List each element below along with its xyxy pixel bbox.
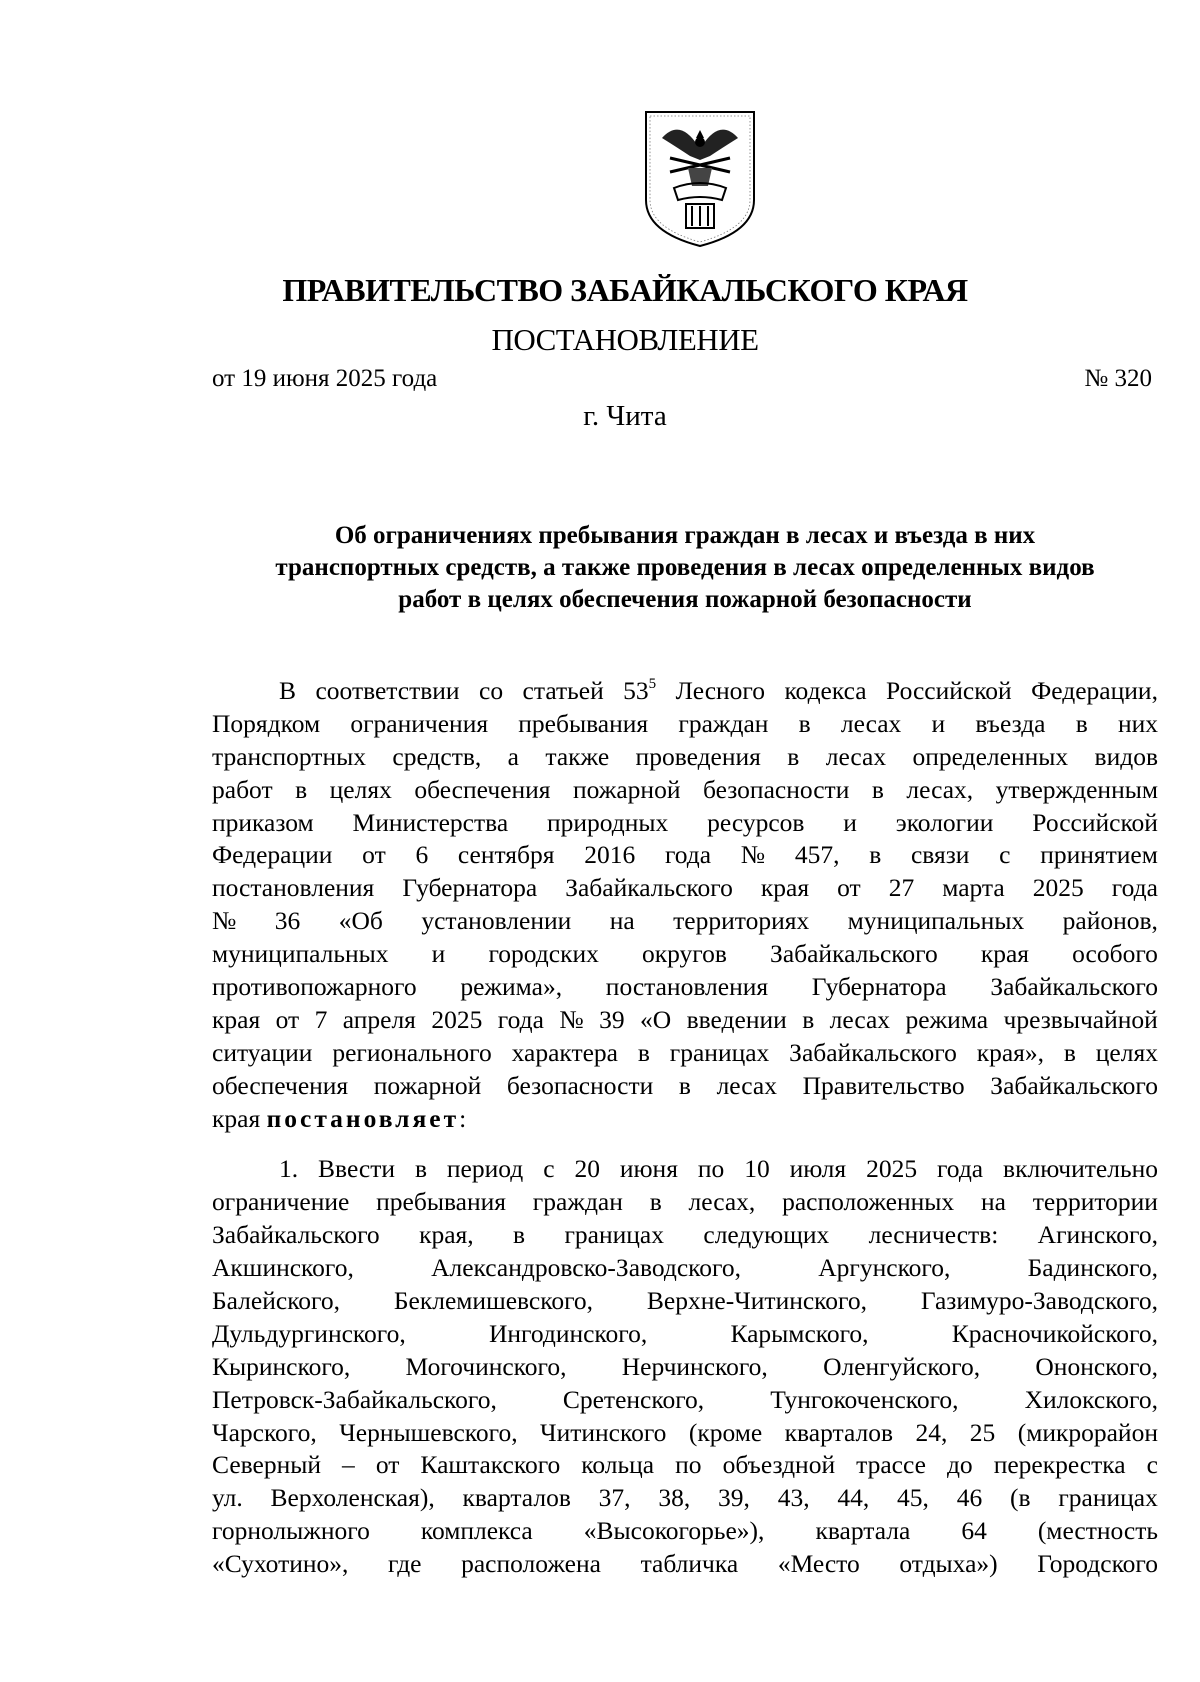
document-number: № 320	[1084, 365, 1152, 392]
word: 457,	[794, 840, 840, 870]
word: противопожарного	[212, 972, 417, 1002]
word: безопасности	[506, 1070, 654, 1100]
word: Дульдургинского,	[212, 1318, 406, 1348]
superscript: 5	[648, 676, 657, 692]
text-line	[212, 1153, 1158, 1186]
word: работ	[212, 774, 273, 804]
word: городских	[488, 939, 599, 969]
word: в	[513, 1220, 526, 1250]
text-line	[212, 1417, 1158, 1450]
word: Агинского,	[1037, 1220, 1158, 1250]
word: лесах	[716, 1070, 777, 1100]
word: обеспечения	[212, 1070, 349, 1100]
word: Бадинского,	[1027, 1253, 1158, 1283]
word: период	[446, 1154, 524, 1184]
word: (микрорайон	[1017, 1417, 1158, 1447]
word: 36	[274, 906, 301, 936]
word: Забайкальского	[990, 972, 1158, 1002]
word: Федерации	[212, 840, 333, 870]
word: установлении	[421, 906, 572, 936]
word: 45,	[897, 1483, 929, 1513]
word: 2016	[584, 840, 636, 870]
text-line	[212, 1482, 1158, 1515]
word: Забайкальского	[990, 1070, 1158, 1100]
word: Беклемишевского,	[393, 1286, 594, 1316]
word: определенных	[912, 741, 1069, 771]
text-line	[212, 807, 1158, 840]
word: в	[414, 1154, 427, 1184]
word: соответствии	[315, 676, 460, 705]
word: Красночикойского,	[951, 1318, 1158, 1348]
word: чрезвычайной	[1003, 1004, 1158, 1034]
word: Газимуро-Заводского,	[920, 1286, 1158, 1316]
text-line	[212, 741, 1158, 774]
word: Ингодинского,	[488, 1318, 648, 1348]
word: 64	[961, 1516, 987, 1546]
word: трассе	[856, 1450, 926, 1480]
word: также	[545, 741, 610, 771]
word: 25	[969, 1417, 996, 1447]
word: $53^5$	[623, 676, 657, 705]
word: перекрестка	[993, 1450, 1126, 1480]
word: статьей	[522, 676, 604, 705]
word: на	[980, 1187, 1006, 1217]
title-line: транспортных средств, а также проведения в лесах определенных видов	[275, 554, 1095, 581]
word: средств,	[392, 741, 482, 771]
text-line	[212, 1318, 1158, 1351]
word: транспортных	[212, 741, 366, 771]
paragraph-1-first-line	[212, 675, 1158, 708]
word: №	[559, 1004, 584, 1034]
word: Верхоленская),	[270, 1483, 435, 1513]
word: от	[362, 840, 386, 870]
word: связи	[910, 840, 970, 870]
word: «О	[640, 1004, 672, 1034]
word: (местность	[1037, 1516, 1158, 1546]
word: от	[275, 1004, 300, 1034]
word: муниципальных	[212, 939, 389, 969]
word: целях	[1095, 1037, 1158, 1067]
word: Карымского,	[730, 1318, 869, 1348]
word: Чарского,	[212, 1417, 317, 1447]
word: ограничение	[212, 1187, 350, 1217]
word: границах	[564, 1220, 664, 1250]
word: пребывания	[518, 708, 649, 738]
word: Губернатора	[811, 972, 947, 1002]
word: а	[507, 741, 519, 771]
word: Чернышевского,	[339, 1417, 518, 1447]
word: края»,	[976, 1037, 1045, 1067]
word: постановления	[212, 873, 375, 903]
text-line	[212, 971, 1158, 1004]
text-line	[212, 938, 1158, 971]
word: 6	[415, 840, 429, 870]
word: апреля	[342, 1004, 416, 1034]
word: кварталов	[784, 1417, 894, 1447]
word: объездной	[722, 1450, 836, 1480]
word: пожарной	[373, 1070, 482, 1100]
word: марта	[942, 873, 1005, 903]
word: в	[787, 741, 800, 771]
word: –	[342, 1450, 355, 1480]
word: 38,	[658, 1483, 691, 1513]
text-line	[212, 1186, 1158, 1219]
word: Нерчинского,	[621, 1351, 768, 1381]
text-line	[212, 1004, 1158, 1037]
word: муниципальных	[847, 906, 1025, 936]
word: постановления	[605, 972, 769, 1002]
word: где	[388, 1549, 422, 1579]
word: лесничеств:	[868, 1220, 999, 1250]
text-line	[212, 1548, 1158, 1581]
document-date: от 19 июня 2025 года	[212, 365, 438, 392]
text-line	[212, 1037, 1158, 1070]
word: безопасности	[702, 774, 850, 804]
word: Лесного	[675, 676, 765, 705]
word: районов,	[1062, 906, 1158, 936]
text-line	[212, 1449, 1158, 1482]
word: года	[936, 1154, 984, 1184]
word: Могочинского,	[405, 1351, 567, 1381]
word: №	[740, 840, 766, 870]
word: квартала	[815, 1516, 911, 1546]
text-line	[212, 1252, 1158, 1285]
word: Оленгуйского,	[823, 1351, 981, 1381]
word: граждан	[532, 1187, 623, 1217]
document-type: ПОСТАНОВЛЕНИЕ	[491, 322, 759, 357]
word: Читинского	[540, 1417, 667, 1447]
word: расположенных	[782, 1187, 955, 1217]
word: края,	[419, 1220, 474, 1250]
body-text: края	[212, 1103, 267, 1133]
word: Аргунского,	[818, 1253, 951, 1283]
word: «Высокогорье»),	[583, 1516, 765, 1546]
word: от	[375, 1450, 400, 1480]
word: ограничения	[350, 708, 489, 738]
word: Забайкальского	[789, 1037, 957, 1067]
word: в	[798, 708, 811, 738]
word: горнолыжного	[212, 1516, 370, 1546]
text-line	[212, 1285, 1158, 1318]
word: с	[999, 840, 1011, 870]
word: видов	[1094, 741, 1158, 771]
word: и	[431, 939, 446, 969]
paragraph-1	[212, 708, 1158, 1103]
word: 43,	[777, 1483, 810, 1513]
word: кольца	[581, 1450, 655, 1480]
word: 37,	[598, 1483, 631, 1513]
word: в	[1075, 708, 1088, 738]
word: 2025	[431, 1004, 483, 1034]
word: 46	[956, 1483, 983, 1513]
word: и	[843, 807, 857, 837]
word: Городского	[1037, 1549, 1158, 1579]
word: Балейского,	[212, 1286, 340, 1316]
word: года	[664, 840, 712, 870]
word: Петровск-Забайкальского,	[212, 1384, 497, 1414]
word: по	[675, 1450, 702, 1480]
paragraph-1-last-line	[212, 1103, 1158, 1136]
word: «Сухотино»,	[212, 1549, 349, 1579]
operative-word: постановляет	[266, 1103, 460, 1133]
word: территориях	[673, 906, 810, 936]
word: от	[837, 873, 861, 903]
word: Хилокского,	[1024, 1384, 1158, 1414]
word: экологии	[895, 807, 994, 837]
word: Ввести	[318, 1154, 396, 1184]
text-line	[212, 708, 1158, 741]
word: Александровско-Заводского,	[431, 1253, 741, 1283]
word: режима	[905, 1004, 989, 1034]
word: июня	[619, 1154, 678, 1184]
word: пребывания	[376, 1187, 506, 1217]
word: комплекса	[420, 1516, 533, 1546]
word: 10	[744, 1154, 770, 1184]
word: границах	[669, 1037, 770, 1067]
word: табличка	[640, 1549, 739, 1579]
word: №	[212, 906, 237, 936]
word: 2025	[866, 1154, 918, 1184]
word: Верхне-Читинского,	[646, 1286, 867, 1316]
word: и	[931, 708, 946, 738]
word: границах	[1058, 1483, 1158, 1513]
word: утвержденным	[995, 774, 1158, 804]
word: обеспечения	[414, 774, 551, 804]
word: расположена	[461, 1549, 601, 1579]
word: 27	[888, 873, 915, 903]
paragraph-2	[212, 1153, 1158, 1581]
word: пожарной	[572, 774, 681, 804]
document-title	[212, 520, 1158, 616]
word: проведения	[635, 741, 761, 771]
text-line	[212, 1515, 1158, 1548]
document-body	[212, 675, 1158, 1581]
word: лесах,	[906, 774, 974, 804]
word: по	[697, 1154, 725, 1184]
word: в	[1063, 1037, 1076, 1067]
word: особого	[1072, 939, 1158, 969]
word: (в	[1010, 1483, 1031, 1513]
word: со	[479, 676, 504, 705]
text-line	[212, 1351, 1158, 1384]
word: Губернатора	[402, 873, 538, 903]
word: кодекса	[784, 676, 867, 705]
word: Ононского,	[1035, 1351, 1158, 1381]
text-line	[212, 1384, 1158, 1417]
title-line: работ в целях обеспечения пожарной безопасности	[398, 586, 972, 613]
word: в	[637, 1037, 650, 1067]
word: целях	[329, 774, 392, 804]
word: них	[1117, 708, 1158, 738]
word: лесах,	[688, 1187, 756, 1217]
word: 20	[574, 1154, 600, 1184]
word: «Об	[338, 906, 383, 936]
word: отдыха»)	[899, 1549, 998, 1579]
word: лесах	[829, 1004, 891, 1034]
word: Порядком	[212, 708, 321, 738]
word: граждан	[678, 708, 769, 738]
word: года	[1111, 873, 1158, 903]
word: 7	[314, 1004, 328, 1034]
word: Забайкальского	[212, 1220, 380, 1250]
word: включительно	[1003, 1154, 1158, 1184]
word: Забайкальского	[565, 873, 733, 903]
word: на	[609, 906, 635, 936]
word: до	[946, 1450, 973, 1480]
word: принятием	[1040, 840, 1158, 870]
word: В	[279, 676, 297, 705]
document-city: г. Чита	[583, 400, 667, 432]
organization-name: ПРАВИТЕЛЬСТВО ЗАБАЙКАЛЬСКОГО КРАЯ	[282, 272, 968, 308]
word: следующих	[703, 1220, 830, 1250]
word: в	[649, 1187, 662, 1217]
word: (кроме	[688, 1417, 763, 1447]
text-line	[212, 872, 1158, 905]
word: с	[543, 1154, 555, 1184]
word: ситуации	[212, 1037, 313, 1067]
word: регионального	[332, 1037, 492, 1067]
word: Сретенского,	[562, 1384, 705, 1414]
word: лесах	[840, 708, 902, 738]
word: 24,	[915, 1417, 948, 1447]
text-line	[212, 1219, 1158, 1252]
word: края	[212, 1004, 261, 1034]
word: лесах	[825, 741, 887, 771]
word: введении	[686, 1004, 787, 1034]
word: Федерации,	[1031, 676, 1158, 705]
word: Забайкальского	[770, 939, 938, 969]
word: Акшинского,	[212, 1253, 354, 1283]
word: Российской	[886, 676, 1012, 705]
word: округов	[642, 939, 727, 969]
word: с	[1146, 1450, 1158, 1480]
word: характера	[511, 1037, 618, 1067]
word: в	[678, 1070, 691, 1100]
word: 39,	[718, 1483, 750, 1513]
word: Тунгокоченского,	[770, 1384, 959, 1414]
word: 1.	[279, 1154, 299, 1184]
word: ресурсов	[707, 807, 805, 837]
word: 2025	[1032, 873, 1084, 903]
word: «Место	[777, 1549, 860, 1579]
word: Правительство	[802, 1070, 965, 1100]
word: края	[980, 939, 1030, 969]
word: режима»,	[460, 972, 563, 1002]
word: природных	[547, 807, 669, 837]
text-line	[212, 774, 1158, 807]
word: Российской	[1032, 807, 1158, 837]
body-text: :	[459, 1103, 467, 1133]
word: в	[871, 774, 884, 804]
coat-of-arms-icon	[640, 108, 760, 250]
word: территории	[1032, 1187, 1158, 1217]
word: Кыринского,	[212, 1351, 351, 1381]
word: в	[802, 1004, 815, 1034]
word: ул.	[212, 1483, 243, 1513]
word: 44,	[837, 1483, 870, 1513]
word: в	[869, 840, 882, 870]
word: Министерства	[352, 807, 509, 837]
word: приказом	[212, 807, 314, 837]
word: в	[295, 774, 308, 804]
text-line	[212, 1070, 1158, 1103]
word: въезда	[975, 708, 1046, 738]
word: края	[760, 873, 810, 903]
text-line	[212, 839, 1158, 872]
word: года	[497, 1004, 544, 1034]
word: Каштакского	[420, 1450, 561, 1480]
word: 39	[599, 1004, 625, 1034]
word: июля	[789, 1154, 847, 1184]
word: Северный	[212, 1450, 322, 1480]
title-line: Об ограничениях пребывания граждан в лесах и въезда в них	[334, 522, 1036, 549]
word: кварталов	[462, 1483, 571, 1513]
text-line	[212, 905, 1158, 938]
word: сентября	[457, 840, 555, 870]
